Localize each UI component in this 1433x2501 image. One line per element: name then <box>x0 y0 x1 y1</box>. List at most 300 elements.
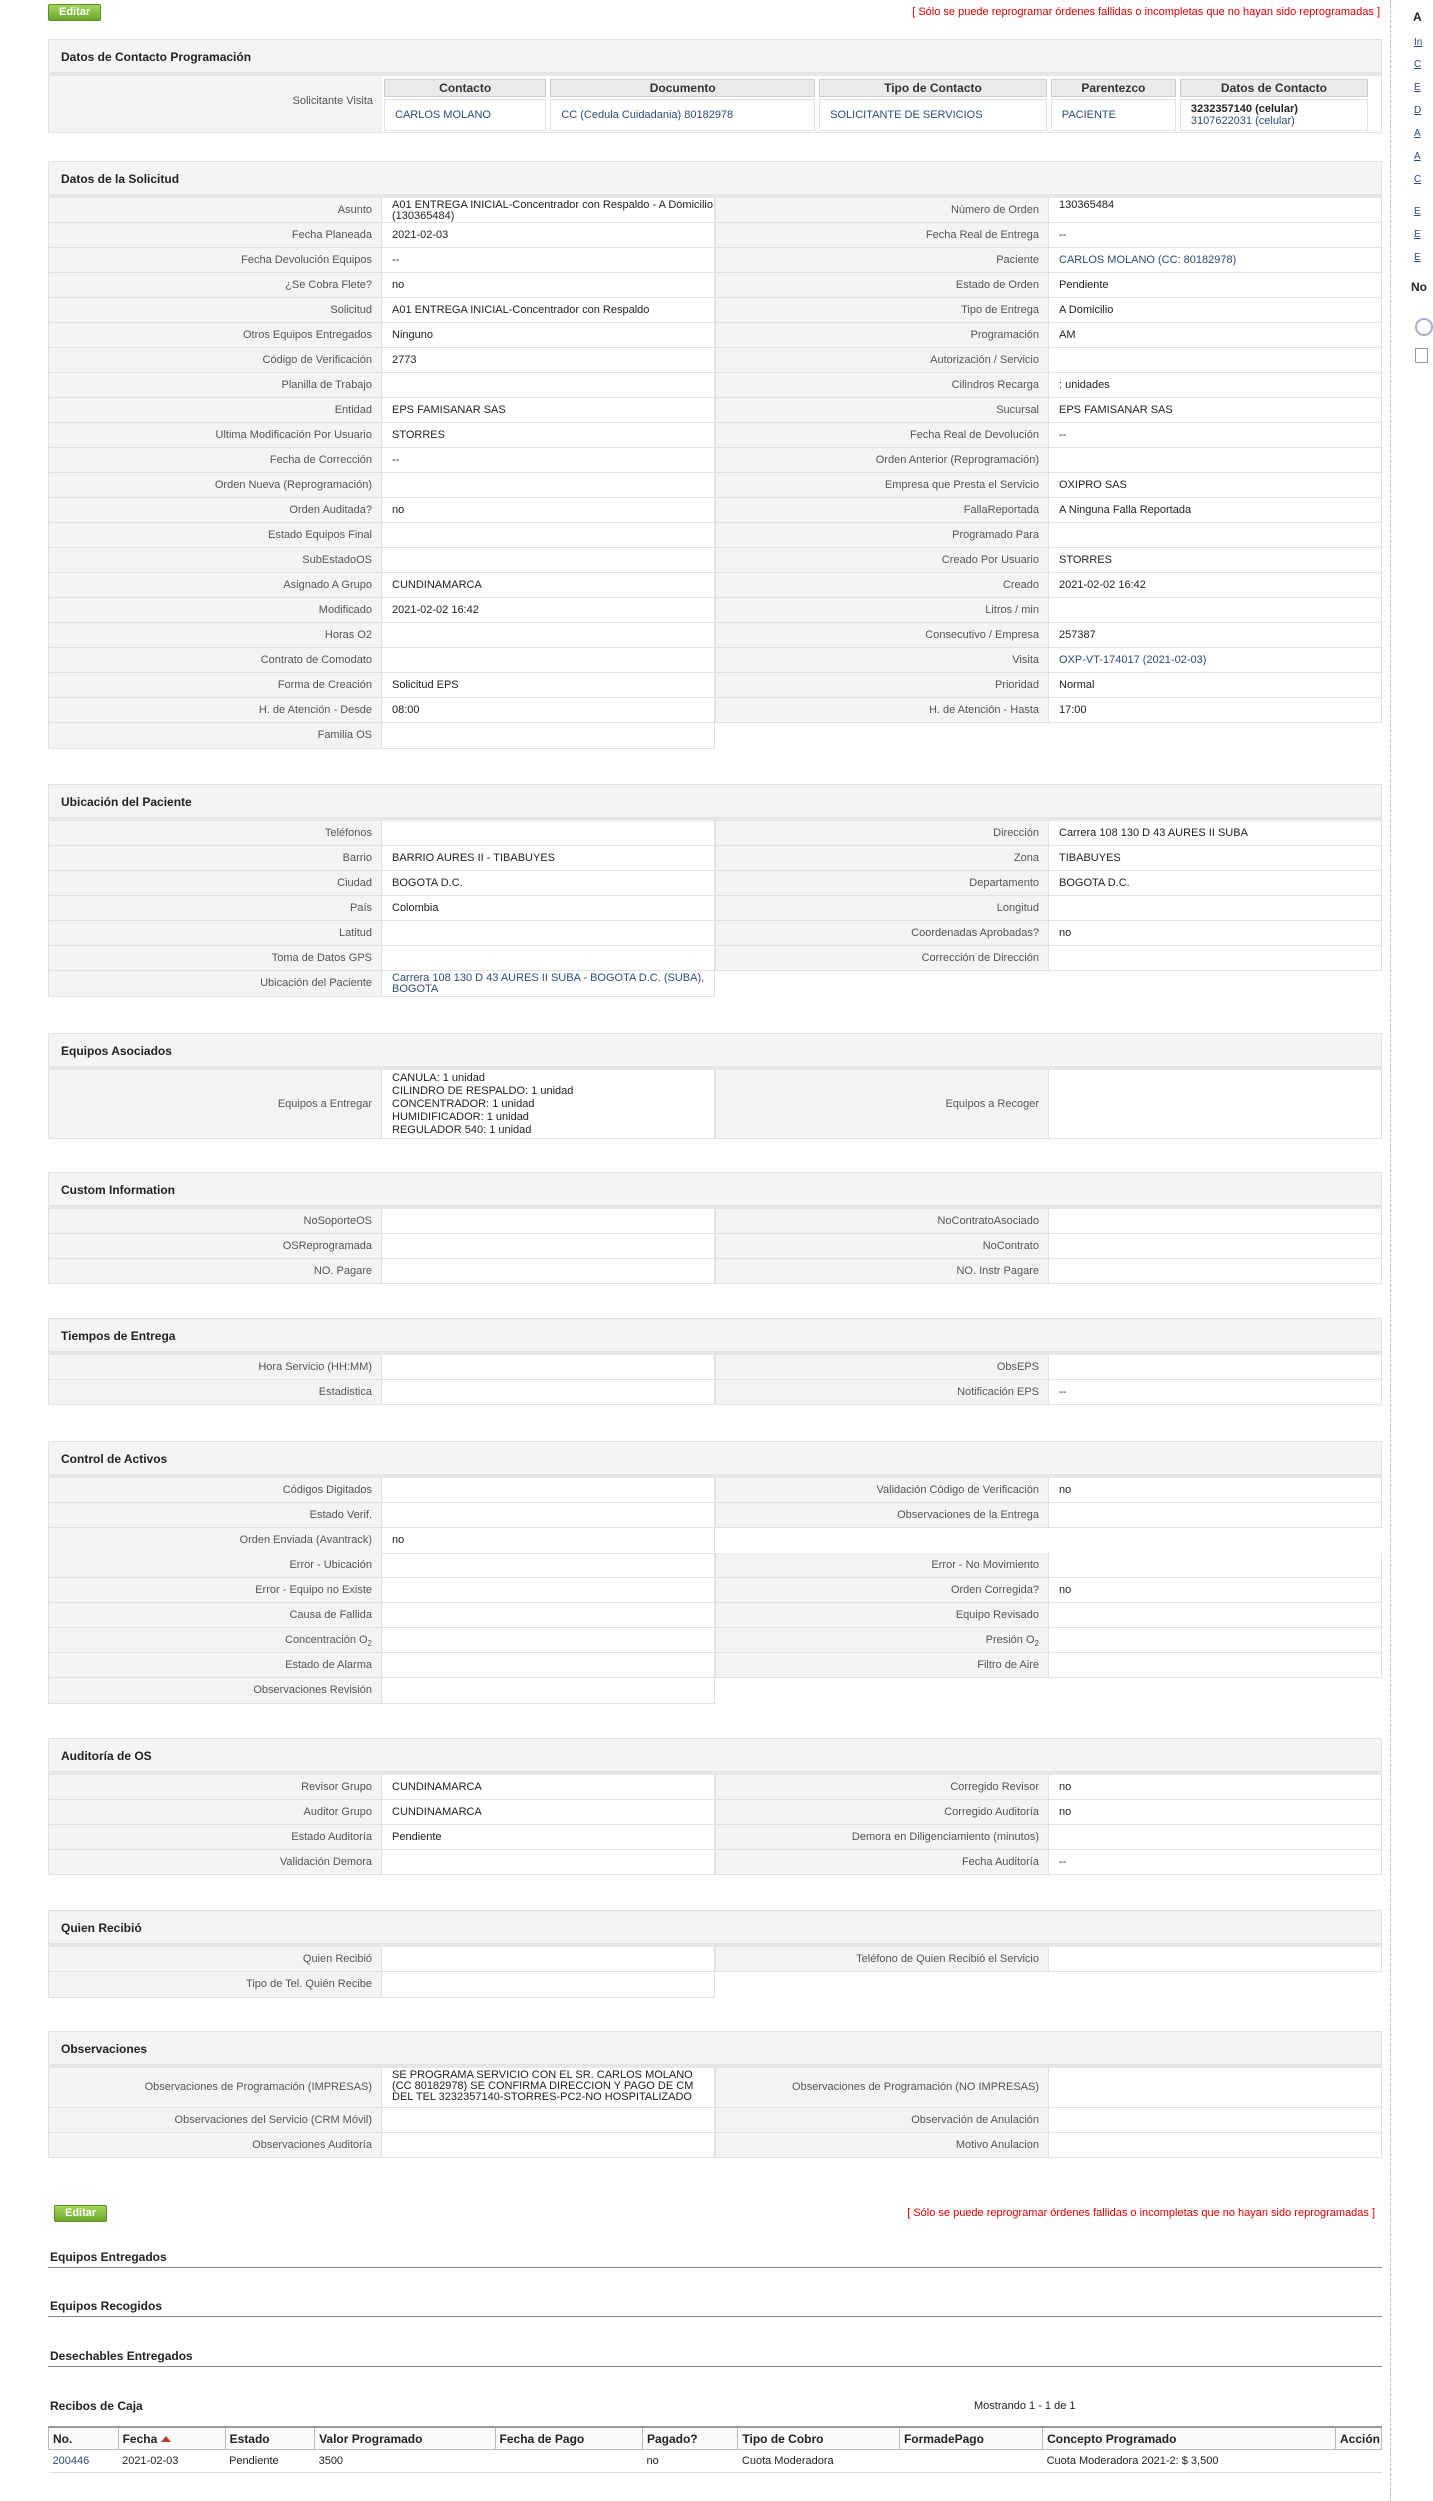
field-value <box>381 623 715 647</box>
solicitud-row <box>48 323 1382 348</box>
ubicacion-row <box>48 846 1382 871</box>
solicitud-grid <box>48 195 1382 748</box>
field-value <box>381 1259 715 1283</box>
divider <box>48 2316 1382 2317</box>
field-label: NoContratoAsociado <box>715 1209 1048 1233</box>
field-value: 2773 <box>381 348 715 372</box>
tiempos-grid <box>48 1352 1382 1405</box>
recibo-valor: 3500 <box>315 2450 495 2473</box>
right-panel-link[interactable]: E <box>1414 229 1421 240</box>
field-label: Validación Código de Verificación <box>715 1478 1048 1502</box>
custom-row <box>48 1259 1382 1284</box>
recibos-table <box>48 2426 1382 2473</box>
field-value <box>381 1678 715 1703</box>
col-tipo[interactable]: Tipo de Cobro <box>738 2427 900 2450</box>
field-label: Demora en Diligenciamiento (minutos) <box>715 1825 1048 1849</box>
field-label: Error - Ubicación <box>48 1553 381 1577</box>
custom-section <box>48 1172 1382 1284</box>
recibo-pagado: no <box>642 2450 737 2473</box>
custom-row <box>48 1209 1382 1234</box>
field-value: 130365484 <box>1048 198 1382 222</box>
field-value: Solicitud EPS <box>381 673 715 697</box>
field-value <box>381 1355 715 1379</box>
field-label: Longitud <box>715 896 1048 920</box>
solicitud-row <box>48 698 1382 723</box>
right-panel-link[interactable]: A <box>1414 151 1421 162</box>
field-value: no <box>381 1528 715 1553</box>
field-label: Orden Corregida? <box>715 1578 1048 1602</box>
field-label: Corregido Auditoría <box>715 1800 1048 1824</box>
field-label: Fecha Devolución Equipos <box>48 248 381 272</box>
recibo-estado: Pendiente <box>225 2450 314 2473</box>
field-label: Observaciones de la Entrega <box>715 1503 1048 1527</box>
field-label: Fecha Auditoría <box>715 1850 1048 1874</box>
contact-phone-1: 3232357140 (celular) <box>1190 103 1298 115</box>
field-label: Dirección <box>715 821 1048 845</box>
field-value: Pendiente <box>1048 273 1382 297</box>
field-label: Familia OS <box>48 723 381 748</box>
field-value <box>381 1380 715 1404</box>
sort-asc-icon <box>161 2436 171 2442</box>
field-label: Hora Servicio (HH:MM) <box>48 1355 381 1379</box>
field-value: TIBABUYES <box>1048 846 1382 870</box>
field-label: Orden Enviada (Avantrack) <box>48 1528 381 1553</box>
field-value <box>381 523 715 547</box>
field-label: Teléfonos <box>48 821 381 845</box>
field-value: -- <box>1048 223 1382 247</box>
ubicacion-row <box>48 871 1382 896</box>
checkbox[interactable] <box>1415 348 1428 363</box>
solicitud-row <box>48 473 1382 498</box>
right-panel-link[interactable]: E <box>1414 252 1421 263</box>
field-value: 08:00 <box>381 698 715 722</box>
ubicacion-section-title: Ubicación del Paciente <box>48 784 1382 818</box>
contact-relationship: PACIENTE <box>1051 99 1176 131</box>
solicitud-row <box>48 573 1382 598</box>
equipos-entregados-title: Equipos Entregados <box>50 2250 167 2264</box>
field-value <box>381 1503 715 1527</box>
observaciones-row <box>48 2133 1382 2158</box>
field-label: Presión $O_2$ <box>715 1628 1048 1652</box>
solicitud-row <box>48 523 1382 548</box>
quien-row <box>48 1947 1382 1972</box>
right-panel-link[interactable]: C <box>1414 59 1422 70</box>
field-label: Sucursal <box>715 398 1048 422</box>
field-value <box>1048 1825 1382 1849</box>
field-label: Código de Verificación <box>48 348 381 372</box>
search-icon[interactable] <box>1415 318 1433 336</box>
field-value: -- <box>381 248 715 272</box>
ubicacion-row <box>48 821 1382 846</box>
divider <box>48 2267 1382 2268</box>
field-label: ObsEPS <box>715 1355 1048 1379</box>
field-label: Error - Equipo no Existe <box>48 1578 381 1602</box>
field-value <box>1048 598 1382 622</box>
field-label: Paciente <box>715 248 1048 272</box>
field-value <box>381 1653 715 1677</box>
right-panel-link[interactable]: C <box>1414 174 1422 185</box>
equipo-item: REGULADOR 540: 1 unidad <box>392 1124 532 1136</box>
solicitud-row <box>48 298 1382 323</box>
field-value: Pendiente <box>381 1825 715 1849</box>
field-value: CUNDINAMARCA <box>381 1775 715 1799</box>
control-row <box>48 1553 1382 1578</box>
custom-row <box>48 1234 1382 1259</box>
field-value[interactable]: OXP-VT-174017 (2021-02-03) <box>1048 648 1382 672</box>
field-value: Ninguno <box>381 323 715 347</box>
field-label: ¿Se Cobra Flete? <box>48 273 381 297</box>
equipos-entregar-list <box>381 1070 715 1138</box>
right-side-panel <box>1390 0 1426 2501</box>
field-label: Autorización / Servicio <box>715 348 1048 372</box>
tiempos-section-title: Tiempos de Entrega <box>48 1318 1382 1352</box>
field-label: Empresa que Presta el Servicio <box>715 473 1048 497</box>
field-value[interactable]: CARLOS MOLANO (CC: 80182978) <box>1048 248 1382 272</box>
field-value <box>1048 1503 1382 1527</box>
field-value: -- <box>1048 423 1382 447</box>
field-value <box>1048 1259 1382 1283</box>
field-label: SubEstadoOS <box>48 548 381 572</box>
field-label: Barrio <box>48 846 381 870</box>
recibo-no-link[interactable]: 200446 <box>49 2450 119 2473</box>
field-label: Estado Auditoría <box>48 1825 381 1849</box>
field-value: : unidades <box>1048 373 1382 397</box>
field-label: Observación de Anulación <box>715 2108 1048 2132</box>
field-value <box>381 1478 715 1502</box>
right-panel-link[interactable]: D <box>1414 105 1422 116</box>
solicitud-row <box>48 348 1382 373</box>
solicitud-row <box>48 223 1382 248</box>
field-value: -- <box>1048 1380 1382 1404</box>
field-value: 2021-02-02 16:42 <box>1048 573 1382 597</box>
solicitud-row <box>48 248 1382 273</box>
ubicacion-section <box>48 784 1382 996</box>
auditoria-section-title: Auditoría de OS <box>48 1738 1382 1772</box>
contact-table <box>380 77 1372 133</box>
observaciones-grid <box>48 2065 1382 2158</box>
field-value: 257387 <box>1048 623 1382 647</box>
field-label: Observaciones de Programación (NO IMPRESAS) <box>715 2068 1048 2107</box>
field-value: no <box>1048 1478 1382 1502</box>
field-value: STORRES <box>1048 548 1382 572</box>
field-label: Orden Nueva (Reprogramación) <box>48 473 381 497</box>
field-label: Observaciones Auditoría <box>48 2133 381 2157</box>
ubicacion-row <box>48 921 1382 946</box>
field-value: 2021-02-03 <box>381 223 715 247</box>
control-section <box>48 1441 1382 1703</box>
observaciones-row <box>48 2068 1382 2108</box>
field-value <box>381 1209 715 1233</box>
field-value: Normal <box>1048 673 1382 697</box>
solicitud-row <box>48 548 1382 573</box>
field-label: Asunto <box>48 198 381 222</box>
field-value <box>381 2133 715 2157</box>
field-value: CUNDINAMARCA <box>381 573 715 597</box>
field-value: A Ninguna Falla Reportada <box>1048 498 1382 522</box>
equipos-recoger-value <box>1048 1070 1382 1138</box>
equipos-section <box>48 1033 1382 1139</box>
ubicacion-grid <box>48 818 1382 996</box>
field-value <box>381 921 715 945</box>
equipos-recogidos-title: Equipos Recogidos <box>50 2299 163 2313</box>
solicitud-row <box>48 373 1382 398</box>
field-label: Validación Demora <box>48 1850 381 1874</box>
field-value[interactable]: Carrera 108 130 D 43 AURES II SUBA - BOGOTA D.C. (SUBA), BOGOTA <box>381 971 715 996</box>
field-label: Forma de Creación <box>48 673 381 697</box>
field-label: Latitud <box>48 921 381 945</box>
contact-section-title: Datos de Contacto Programación <box>48 39 1382 73</box>
field-label: Zona <box>715 846 1048 870</box>
recibo-concepto: Cuota Moderadora 2021-2: $ 3,500 <box>1043 2450 1336 2473</box>
field-value: Carrera 108 130 D 43 AURES II SUBA <box>1048 821 1382 845</box>
control-grid <box>48 1475 1382 1703</box>
right-panel-link[interactable]: In <box>1414 37 1423 48</box>
right-panel-link[interactable]: E <box>1414 206 1421 217</box>
field-value <box>381 2108 715 2132</box>
observaciones-row <box>48 2108 1382 2133</box>
field-value: no <box>1048 1775 1382 1799</box>
reprogram-warning-bottom: [ Sólo se puede reprogramar órdenes fallidas o incompletas que no hayan sido reprogramadas ] <box>907 2207 1375 2219</box>
control-section-title: Control de Activos <box>48 1441 1382 1475</box>
right-panel-heading-2: No <box>1411 280 1427 294</box>
solicitud-row <box>48 598 1382 623</box>
solicitud-row <box>48 273 1382 298</box>
auditoria-row <box>48 1850 1382 1875</box>
field-value <box>381 1603 715 1627</box>
recibos-title: Recibos de Caja <box>50 2399 143 2413</box>
control-row <box>48 1478 1382 1503</box>
field-label: Quien Recibió <box>48 1947 381 1971</box>
field-label: Ultima Modificación Por Usuario <box>48 423 381 447</box>
ubicacion-row <box>48 971 1382 996</box>
field-label: NoSoporteOS <box>48 1209 381 1233</box>
field-label: Orden Anterior (Reprogramación) <box>715 448 1048 472</box>
edit-button-top[interactable]: Editar <box>48 4 101 21</box>
field-value: BOGOTA D.C. <box>1048 871 1382 895</box>
field-label: Corrección de Dirección <box>715 946 1048 970</box>
field-label: Visita <box>715 648 1048 672</box>
contact-phone-2: 3107622031 (celular) <box>1190 115 1295 127</box>
field-label: Orden Auditada? <box>48 498 381 522</box>
control-row <box>48 1503 1382 1528</box>
field-value <box>1048 1628 1382 1652</box>
col-fecha[interactable]: Fecha <box>118 2427 225 2450</box>
field-label: Horas O2 <box>48 623 381 647</box>
field-label: Error - No Movimiento <box>715 1553 1048 1577</box>
field-label: Teléfono de Quien Recibió el Servicio <box>715 1947 1048 1971</box>
field-label: Asignado A Grupo <box>48 573 381 597</box>
field-label: Causa de Fallida <box>48 1603 381 1627</box>
tiempos-row <box>48 1355 1382 1380</box>
field-value <box>1048 2133 1382 2157</box>
field-value: 2021-02-02 16:42 <box>381 598 715 622</box>
field-value <box>381 1553 715 1577</box>
field-label: Coordenadas Aprobadas? <box>715 921 1048 945</box>
solicitud-row <box>48 723 1382 748</box>
contact-type: SOLICITANTE DE SERVICIOS <box>819 99 1047 131</box>
field-label: Otros Equipos Entregados <box>48 323 381 347</box>
field-label: Tipo de Tel. Quién Recibe <box>48 1972 381 1997</box>
field-label: Ciudad <box>48 871 381 895</box>
solicitante-visita-label: Solicitante Visita <box>49 76 382 132</box>
field-label: Departamento <box>715 871 1048 895</box>
field-label: Observaciones Revisión <box>48 1678 381 1703</box>
field-value: A01 ENTREGA INICIAL-Concentrador con Respaldo <box>381 298 715 322</box>
field-value <box>381 1578 715 1602</box>
equipo-item: CONCENTRADOR: 1 unidad <box>392 1098 535 1110</box>
field-value: no <box>381 498 715 522</box>
recibo-tipo: Cuota Moderadora <box>738 2450 900 2473</box>
field-value: -- <box>1048 1850 1382 1874</box>
recibo-accion <box>1335 2450 1381 2473</box>
field-value <box>381 821 715 845</box>
col-accion: Acción <box>1335 2427 1381 2450</box>
field-label: Revisor Grupo <box>48 1775 381 1799</box>
control-row <box>48 1653 1382 1678</box>
equipo-item: HUMIDIFICADOR: 1 unidad <box>392 1111 529 1123</box>
observaciones-section-title: Observaciones <box>48 2031 1382 2065</box>
tiempos-section <box>48 1318 1382 1405</box>
field-label: Planilla de Trabajo <box>48 373 381 397</box>
quien-row <box>48 1972 1382 1997</box>
field-label: Fecha Real de Entrega <box>715 223 1048 247</box>
field-label: Estado Equipos Final <box>48 523 381 547</box>
field-value <box>1048 348 1382 372</box>
field-label: Modificado <box>48 598 381 622</box>
field-label: Programación <box>715 323 1048 347</box>
field-label: Ubicación del Paciente <box>48 971 381 996</box>
field-value <box>1048 1653 1382 1677</box>
solicitud-row <box>48 673 1382 698</box>
field-value <box>1048 1553 1382 1577</box>
solicitud-row <box>48 398 1382 423</box>
col-estado[interactable]: Estado <box>225 2427 314 2450</box>
field-label: Entidad <box>48 398 381 422</box>
field-label: Programado Para <box>715 523 1048 547</box>
equipo-item: CILINDRO DE RESPALDO: 1 unidad <box>392 1085 574 1097</box>
field-value: A01 ENTREGA INICIAL-Concentrador con Respaldo - A Domicilio (130365484) <box>381 198 715 222</box>
equipos-entregar-label: Equipos a Entregar <box>48 1070 381 1138</box>
control-row <box>48 1578 1382 1603</box>
ubicacion-row <box>48 946 1382 971</box>
custom-grid <box>48 1206 1382 1284</box>
field-value: STORRES <box>381 423 715 447</box>
col-no[interactable]: No. <box>49 2427 119 2450</box>
field-value <box>1048 1234 1382 1258</box>
field-value <box>1048 946 1382 970</box>
field-value <box>381 1947 715 1971</box>
quien-section-title: Quien Recibió <box>48 1910 1382 1944</box>
field-label: Tipo de Entrega <box>715 298 1048 322</box>
field-label: Creado <box>715 573 1048 597</box>
field-label: Observaciones de Programación (IMPRESAS) <box>48 2068 381 2107</box>
control-row <box>48 1628 1382 1653</box>
col-forma[interactable]: FormadePago <box>899 2427 1042 2450</box>
control-row <box>48 1678 1382 1703</box>
equipos-recoger-label: Equipos a Recoger <box>715 1070 1048 1138</box>
field-label: Corregido Revisor <box>715 1775 1048 1799</box>
field-value <box>1048 2108 1382 2132</box>
field-value: 17:00 <box>1048 698 1382 722</box>
field-value <box>1048 2068 1382 2107</box>
contact-header-contacto: Contacto <box>384 79 546 97</box>
field-value: A Domicilio <box>1048 298 1382 322</box>
field-value <box>1048 448 1382 472</box>
divider <box>48 2366 1382 2367</box>
solicitud-row <box>48 423 1382 448</box>
field-label: NoContrato <box>715 1234 1048 1258</box>
auditoria-row <box>48 1775 1382 1800</box>
equipo-item: CANULA: 1 unidad <box>392 1072 485 1084</box>
field-value <box>1048 896 1382 920</box>
right-panel-link[interactable]: A <box>1414 128 1421 139</box>
solicitud-section <box>48 161 1382 748</box>
custom-section-title: Custom Information <box>48 1172 1382 1206</box>
quien-grid <box>48 1944 1382 1997</box>
field-label: Estado de Orden <box>715 273 1048 297</box>
contact-header-datos: Datos de Contacto <box>1180 79 1368 97</box>
field-label: País <box>48 896 381 920</box>
col-valor[interactable]: Valor Programado <box>315 2427 495 2450</box>
field-value: Colombia <box>381 896 715 920</box>
field-value: no <box>381 273 715 297</box>
field-label: FallaReportada <box>715 498 1048 522</box>
field-label: Creado Por Usuario <box>715 548 1048 572</box>
field-value: no <box>1048 921 1382 945</box>
field-label: Fecha Planeada <box>48 223 381 247</box>
edit-button-bottom[interactable]: Editar <box>54 2205 107 2222</box>
solicitud-row <box>48 623 1382 648</box>
field-value <box>381 1972 715 1997</box>
field-label: Consecutivo / Empresa <box>715 623 1048 647</box>
field-value: no <box>1048 1578 1382 1602</box>
col-concepto[interactable]: Concepto Programado <box>1043 2427 1336 2450</box>
recibos-pagination: Mostrando 1 - 1 de 1 <box>974 2400 1076 2412</box>
field-label: OSReprogramada <box>48 1234 381 1258</box>
field-value: EPS FAMISANAR SAS <box>1048 398 1382 422</box>
field-label: NO. Instr Pagare <box>715 1259 1048 1283</box>
solicitud-row <box>48 448 1382 473</box>
recibo-fecha: 2021-02-03 <box>118 2450 225 2473</box>
solicitud-section-title: Datos de la Solicitud <box>48 161 1382 195</box>
field-label: Estado de Alarma <box>48 1653 381 1677</box>
control-row <box>48 1603 1382 1628</box>
field-label: Fecha Real de Devolución <box>715 423 1048 447</box>
solicitud-row <box>48 648 1382 673</box>
observaciones-section <box>48 2031 1382 2158</box>
col-pagado[interactable]: Pagado? <box>642 2427 737 2450</box>
auditoria-section <box>48 1738 1382 1875</box>
col-fecha-pago[interactable]: Fecha de Pago <box>495 2427 642 2450</box>
field-value <box>1048 523 1382 547</box>
field-label: NO. Pagare <box>48 1259 381 1283</box>
field-label: Prioridad <box>715 673 1048 697</box>
field-label: Litros / min <box>715 598 1048 622</box>
contact-row <box>384 99 1368 131</box>
field-label: Códigos Digitados <box>48 1478 381 1502</box>
field-label: Filtro de Aire <box>715 1653 1048 1677</box>
field-value: BOGOTA D.C. <box>381 871 715 895</box>
right-panel-link[interactable]: E <box>1414 82 1421 93</box>
field-label: Cilindros Recarga <box>715 373 1048 397</box>
field-value <box>1048 1947 1382 1971</box>
field-label: H. de Atención - Hasta <box>715 698 1048 722</box>
field-value: SE PROGRAMA SERVICIO CON EL SR. CARLOS MOLANO (CC 80182978) SE CONFIRMA DIRECCION Y PAGO DE CM DEL TEL 3232357140-STORRES-PC2-NO HOSPITALIZADO <box>381 2068 715 2107</box>
contact-name: CARLOS MOLANO <box>384 99 546 131</box>
reprogram-warning-top: [ Sólo se puede reprogramar órdenes fallidas o incompletas que no hayan sido reprogramadas ] <box>912 6 1380 18</box>
field-label: Motivo Anulacion <box>715 2133 1048 2157</box>
field-value <box>381 1234 715 1258</box>
